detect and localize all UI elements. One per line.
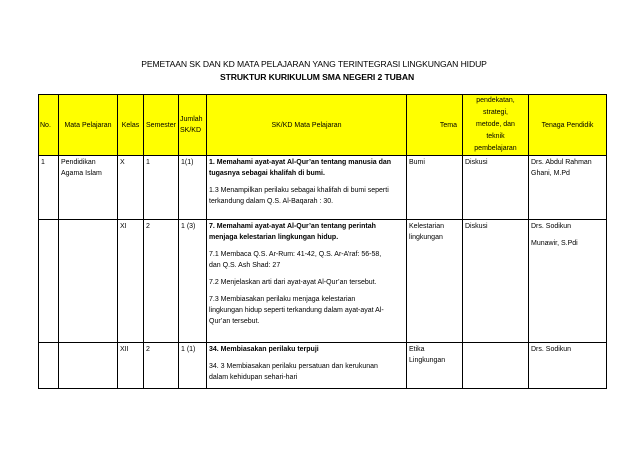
header-kelas: Kelas xyxy=(118,95,144,156)
cell-pendekatan xyxy=(463,343,529,389)
cell-no: 1 xyxy=(39,156,59,220)
kd-line: 1.3 Menampilkan perilaku sebagai khalifah di bumi seperti xyxy=(209,187,389,194)
cell-jumlah: 1 (3) xyxy=(179,220,207,343)
tenaga-line2: Ghani, M.Pd xyxy=(531,170,570,177)
tenaga-line1: Drs. Abdul Rahman xyxy=(531,159,592,166)
kd-line: lingkungan hidup seperti terkandung dalam ayat-ayat Al- xyxy=(209,307,384,314)
mapping-table xyxy=(38,94,607,389)
header-no: No. xyxy=(39,95,59,156)
cell-pendekatan: Diskusi xyxy=(463,220,529,343)
header-tema: Tema xyxy=(407,95,463,156)
sk-line1: 34. Membiasakan perilaku terpuji xyxy=(209,346,319,353)
tema-line2: lingkungan xyxy=(409,234,443,241)
cell-semester: 2 xyxy=(144,220,179,343)
tema-line2: Lingkungan xyxy=(409,357,446,364)
cell-tema xyxy=(407,156,463,220)
sk-line1: 7. Memahami ayat-ayat Al-Qur’an tentang perintah xyxy=(209,223,376,230)
document-subtitle: STRUKTUR KURIKULUM SMA NEGERI 2 TUBAN xyxy=(219,72,415,82)
header-skkd-mata-pelajaran: SK/KD Mata Pelajaran xyxy=(207,95,407,156)
cell-tenaga-pendidik xyxy=(529,156,607,220)
kd-line: dalam kehidupan sehari-hari xyxy=(209,374,298,381)
cell-pendekatan: Diskusi xyxy=(463,156,529,220)
sk-line2: tugasnya sebagai khalifah di bumi. xyxy=(209,170,325,177)
header-jumlah-skkd xyxy=(179,95,207,156)
header-mata-pelajaran: Mata Pelajaran xyxy=(59,95,118,156)
table-row xyxy=(39,343,607,389)
table-row xyxy=(39,156,607,220)
cell-no xyxy=(39,220,59,343)
tema-line1: Etika xyxy=(409,346,425,353)
table-row xyxy=(39,220,607,343)
cell-kelas: X xyxy=(118,156,144,220)
cell-kelas: XI xyxy=(118,220,144,343)
kd-line: Qur’an tersebut. xyxy=(209,318,260,325)
kd-line: 34. 3 Membiasakan perilaku persatuan dan kerukunan xyxy=(209,363,378,370)
mapel-line1: Pendidikan xyxy=(61,159,96,166)
mapel-line2: Agama Islam xyxy=(61,170,102,177)
kd-line: dan Q.S. Ash Shad: 27 xyxy=(209,262,281,269)
header-jumlah-line2: SK/KD xyxy=(180,127,202,134)
cell-kelas: XII xyxy=(118,343,144,389)
cell-mata-pelajaran xyxy=(59,343,118,389)
tenaga-line2: Munawir, S.Pdi xyxy=(531,240,578,247)
cell-tema xyxy=(407,220,463,343)
header-pendekatan-line5: pembelajaran xyxy=(474,145,517,152)
kd-line: 7.1 Membaca Q.S. Ar-Rum: 41-42, Q.S. Ar-A’raf: 56-58, xyxy=(209,251,382,258)
kd-line: 7.3 Membiasakan perilaku menjaga kelestarian xyxy=(209,296,356,303)
cell-tema xyxy=(407,343,463,389)
header-tenaga-pendidik: Tenaga Pendidik xyxy=(529,95,607,156)
tenaga-line1: Drs. Sodikun xyxy=(531,346,572,353)
cell-semester: 1 xyxy=(144,156,179,220)
cell-skkd xyxy=(207,156,407,220)
header-pendekatan-line2: strategi, xyxy=(483,109,508,116)
header-pendekatan xyxy=(463,95,529,156)
tenaga-line1: Drs. Sodikun xyxy=(531,223,572,230)
cell-tenaga-pendidik xyxy=(529,343,607,389)
cell-mata-pelajaran xyxy=(59,156,118,220)
cell-skkd xyxy=(207,220,407,343)
cell-jumlah: 1(1) xyxy=(179,156,207,220)
header-pendekatan-line3: metode, dan xyxy=(476,121,515,128)
kd-line: terkandung dalam Q.S. Al-Baqarah : 30. xyxy=(209,198,334,205)
header-pendekatan-line4: teknik xyxy=(486,133,505,140)
cell-no xyxy=(39,343,59,389)
tema-line1: Bumi xyxy=(409,159,425,166)
cell-semester: 2 xyxy=(144,343,179,389)
cell-mata-pelajaran xyxy=(59,220,118,343)
header-jumlah-line1: Jumlah xyxy=(180,116,203,123)
table-header-row xyxy=(39,95,607,156)
header-pendekatan-line1: pendekatan, xyxy=(476,97,515,104)
kd-line: 7.2 Menjelaskan arti dari ayat-ayat Al-Qur’an tersebut. xyxy=(209,279,377,286)
tema-line1: Kelestarian xyxy=(409,223,445,230)
cell-tenaga-pendidik xyxy=(529,220,607,343)
header-semester: Semester xyxy=(144,95,179,156)
cell-jumlah: 1 (1) xyxy=(179,343,207,389)
document-title: PEMETAAN SK DAN KD MATA PELAJARAN YANG TERINTEGRASI LINGKUNGAN HIDUP xyxy=(141,59,487,69)
cell-skkd xyxy=(207,343,407,389)
sk-line1: 1. Memahami ayat-ayat Al-Qur’an tentang manusia dan xyxy=(209,159,392,166)
sk-line2: menjaga kelestarian lingkungan hidup. xyxy=(209,234,339,241)
